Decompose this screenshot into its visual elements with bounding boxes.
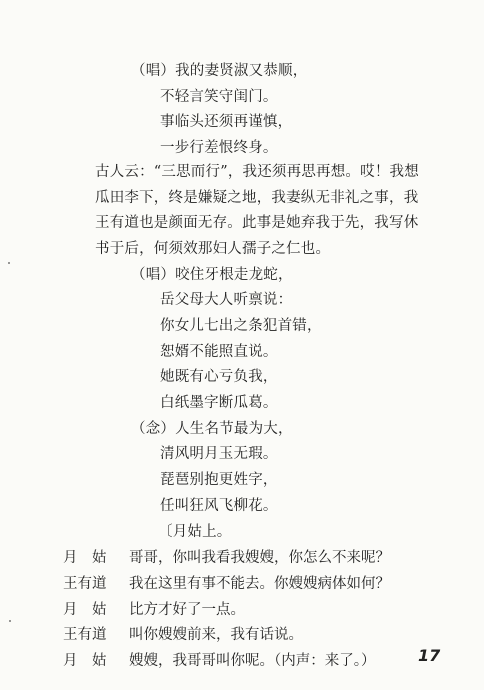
speaker-name: 王有道 [63,627,107,643]
dialogue-text: 我在这里有事不能去。你嫂嫂病体如何？ [129,576,390,592]
verse-line: 琵琶别抱更姓字， [160,472,278,488]
recited-line: （念）人生名节最为大， [131,421,293,437]
speaker-name: 月 姑 [63,653,107,669]
verse-line: 事临头还须再谨慎， [160,114,293,130]
prose-line: 书于后，何须效那妇人孺子之仁也。 [95,241,331,257]
dialogue-text: 叫你嫂嫂前来，我有话说。 [129,627,303,643]
verse-line: 清风明月玉无瑕。 [160,446,278,462]
dialogue-text: 嫂嫂，我哥哥叫你呢。（内声：来了。） [129,653,376,669]
scan-speck [9,620,11,622]
scan-speck [8,262,10,264]
dialogue-text: 哥哥，你叫我看我嫂嫂，你怎么不来呢？ [129,550,390,566]
prose-line: 瓜田李下，终是嫌疑之地，我妻纵无非礼之事，我 [95,190,419,206]
prose-line: 王有道也是颜面无存。此事是她弃我于先，我写休 [95,215,419,231]
prose-line: 古人云：“三思而行”，我还须再思再想。哎！我想 [95,164,419,180]
verse-line: 她既有心亏负我， [160,369,278,385]
speaker-name: 月 姑 [63,602,107,618]
page-number: 17 [418,646,441,665]
verse-line: 一步行差恨终身。 [160,140,278,156]
dialogue-text: 比方才好了一点。 [129,602,245,618]
stage-direction: 〔月姑上。 [158,524,232,540]
verse-line: 白纸墨字断瓜葛。 [160,395,278,411]
speaker-name: 王有道 [63,576,107,592]
verse-line: 恕婿不能照直说。 [160,344,278,360]
speaker-name: 月 姑 [63,550,107,566]
verse-line: 你女儿七出之条犯首错， [160,318,322,334]
verse-line: 任叫狂风飞柳花。 [160,498,278,514]
sung-line: （唱）咬住牙根走龙蛇， [131,267,293,283]
verse-line: 岳父母大人听禀说： [160,292,293,308]
verse-line: 不轻言笑守闺门。 [160,89,278,105]
sung-line: （唱）我的妻贤淑又恭顺， [131,63,308,79]
